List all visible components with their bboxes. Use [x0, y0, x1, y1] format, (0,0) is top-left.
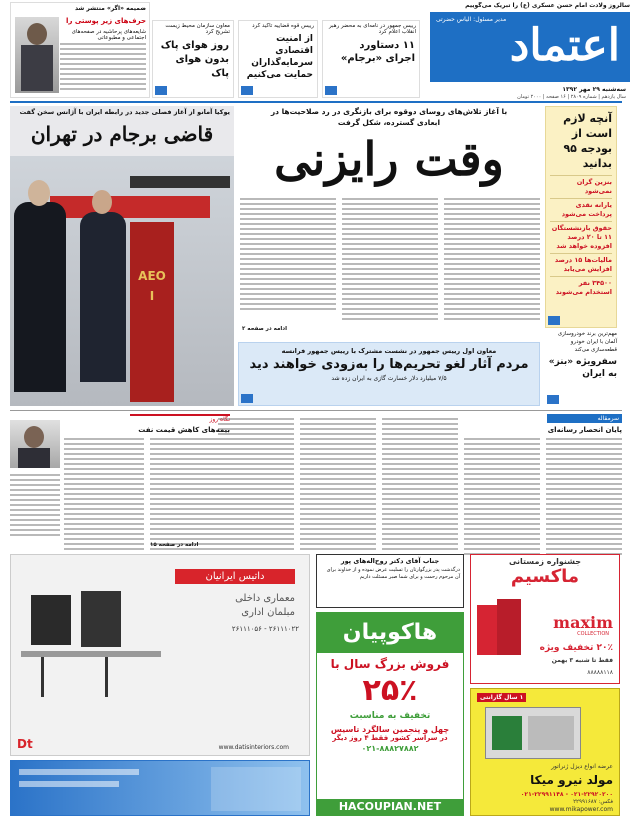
- columnist-box[interactable]: [10, 2, 150, 98]
- datis-line2: مبلمان اداری: [241, 607, 295, 618]
- issue-line: سه‌شنبه ۲۹ مهر ۱۳۹۲: [562, 86, 626, 93]
- mika-fax: فکس: ۲۲۹۹۱۶۸۷: [573, 799, 613, 805]
- budget-item: ۳۴۵۰۰ نفر استخدام می‌شوند: [550, 276, 612, 299]
- ad-maxim[interactable]: [470, 554, 620, 684]
- budget-title: آنچه لازم است از بودجه ۹۵ بدانید: [563, 112, 612, 170]
- budget-items: [546, 175, 616, 299]
- page-badge: [325, 86, 337, 95]
- logo-box: [430, 12, 630, 82]
- masthead: [428, 0, 630, 100]
- mika-badge: ۱ سال گارانتی: [477, 693, 526, 702]
- hacoupian-brand: هاکوپیان: [317, 613, 463, 653]
- hacoupian-line: چهل و پنجمین سالگرد تاسیس: [330, 725, 450, 734]
- page-badge: [241, 86, 253, 95]
- condolence-body: درگذشت پدر بزرگوارتان را تسلیت عرض نموده و از خداوند برای آن مرحوم رحمت و برای شما صبر مسئلت داریم: [326, 567, 460, 580]
- headline-title: ۱۱ دستاورد اجرای «برجام»: [340, 40, 415, 64]
- ad-condolence[interactable]: [316, 554, 464, 608]
- page-badge: [547, 395, 559, 404]
- side-feature[interactable]: [545, 330, 617, 406]
- meta-line: سال یازدهم | شماره ۲۸۰۹ | ۱۶ صفحه | ۲۰۰۰ تومان: [517, 94, 626, 100]
- budget-item: بنزین گران نمی‌شود: [550, 175, 612, 198]
- office-chairs-image: [21, 585, 161, 705]
- headline-box-3[interactable]: [322, 20, 420, 98]
- budget-box[interactable]: [545, 106, 617, 328]
- photo-title: قاضی برجام در تهران: [30, 122, 214, 146]
- masthead-top-line: سالروز ولادت امام حسن عسکری (ع) را تبریک می‌گوییم: [465, 2, 630, 9]
- column-title: پایان انحصار رسانه‌ای: [547, 426, 622, 434]
- datis-brand: داتیس ایرانیان: [175, 569, 295, 584]
- mika-sub: عرضه انواع دیزل ژنراتور: [551, 763, 613, 770]
- datis-phone: ۲۶۱۱۱۰۲۲ - ۲۶۱۱۱۰۵۶: [231, 625, 299, 633]
- top-divider: [10, 101, 622, 103]
- side-feature-title: سفرویژه «بنز» به ایران: [548, 357, 617, 379]
- columnist-text: [60, 43, 146, 93]
- columnist-section: ضمیمه «اگر» منتشر شد: [74, 5, 146, 12]
- photo-kicker: یوکیا آمانو از آغاز فصلی جدید در رابطه ایران با آژانس سخن گفت: [19, 108, 230, 116]
- shopping-bags-image: [477, 595, 521, 665]
- aeoi-sign: AEOI: [138, 269, 166, 303]
- maxim-offer: ۲۰٪ تخفیف ویژه: [539, 643, 613, 653]
- budget-item: مالیات‌ها ۱۵ درصد افزایش می‌یابد: [550, 253, 612, 276]
- budget-item: حقوق بازنشستگان ۱۱ تا ۲۰ درصد افزوده خواهد شد: [550, 221, 612, 253]
- hacoupian-phone: ۰۲۱-۸۸۸۲۷۸۸۲: [361, 744, 419, 753]
- main-title: وقت رایزنی: [274, 132, 504, 186]
- page-badge: [155, 86, 167, 95]
- press-photo: [10, 156, 234, 406]
- columnist-teaser: شایعه‌های پرحاشیه در صفحه‌های اجتماعی و مطبوعاتی: [71, 29, 146, 41]
- datis-line1: معماری داخلی: [235, 593, 295, 604]
- sub-deck: ۷/۵ میلیارد دلار خسارت گازی به ایران زده شد: [331, 375, 447, 382]
- headline-title: از امنیت اقتصادی سرمایه‌گذاران حمایت می‌کنیم: [246, 34, 313, 80]
- mid-divider: [10, 410, 622, 411]
- hacoupian-percent: ۲۵٪: [362, 673, 418, 708]
- maxim-until: فقط تا شنبه ۳ بهمن: [551, 657, 613, 664]
- maxim-brand-en: maxim: [553, 613, 613, 632]
- generator-image: [485, 707, 581, 759]
- photo-story[interactable]: [10, 106, 234, 406]
- ad-datis[interactable]: [10, 554, 310, 756]
- datis-logo-mark: Dt: [17, 737, 33, 751]
- newspaper-logo: اعتماد: [509, 20, 620, 71]
- ad-bottom-strip[interactable]: [10, 760, 310, 816]
- mika-title: مولد نیرو میکا: [530, 773, 613, 787]
- columnist-title: حرف‌های زیر پوستی را: [65, 17, 146, 25]
- main-story[interactable]: [238, 106, 540, 338]
- hacoupian-line2: در سراسر کشور فقط ۴ روز دیگر: [332, 734, 448, 742]
- hacoupian-url[interactable]: HACOUPIAN.NET: [317, 799, 463, 815]
- budget-item: یارانه نقدی پرداخت می‌شود: [550, 198, 612, 221]
- headline-kicker: معاون سازمان محیط زیست تشریح کرد: [165, 23, 230, 35]
- ad-mika[interactable]: [470, 688, 620, 816]
- headline-kicker: رییس قوه قضاییه تاکید کرد: [252, 23, 314, 29]
- hacoupian-sub: تخفیف به مناسبت: [349, 711, 431, 721]
- side-feature-kicker: مهم‌ترین برند خودروسازی آلمان با ایران خودرو قطعه‌سازی می‌کند: [557, 331, 617, 353]
- maxim-festival: جشنواره زمستانی: [508, 557, 582, 566]
- maxim-phone: ۸۸۸۸۸۱۱۸: [587, 669, 613, 676]
- main-continued: ادامه در صفحه ۲: [242, 326, 287, 332]
- sub-kicker: معاون اول رییس جمهور در نشست مشترک با رییس جمهور فرانسه: [281, 347, 497, 355]
- hacoupian-headline: فروش بزرگ سال با: [330, 657, 450, 671]
- sub-story[interactable]: [238, 342, 540, 406]
- mika-url[interactable]: www.mikapower.com: [549, 806, 613, 813]
- author-portrait: [10, 420, 60, 468]
- headline-kicker: رییس جمهور در نامه‌ای به محضر رهبر انقلاب اعلام کرد: [328, 23, 416, 35]
- headline-title: روز هوای پاک بدون هوای پاک: [160, 40, 229, 79]
- mika-phones: ۰۲۱-۲۲۹۲۰۲۰۰ - ۰۲۱-۲۲۹۹۱۱۴۸: [520, 791, 613, 798]
- headline-box-leftmost[interactable]: [152, 20, 234, 98]
- column-label: سرمقاله: [547, 414, 622, 423]
- opinion-label: نگاه روز: [130, 414, 230, 423]
- headline-box-2[interactable]: [238, 20, 318, 98]
- ad-hacoupian[interactable]: [316, 612, 464, 816]
- datis-url[interactable]: www.datisinteriors.com: [218, 744, 289, 751]
- founder-line: مدیر مسئول: الیاس حضرتی: [436, 16, 507, 23]
- columnist-photo: [15, 17, 59, 93]
- condolence-title: جناب آقای دکتر روح‌اله‌های پور: [340, 557, 440, 565]
- lower-band: [10, 414, 622, 550]
- maxim-brand-fa: ماکسیم: [510, 566, 580, 587]
- main-kicker: با آغاز تلاش‌های روسای دوقوه برای بازنگری در رد صلاحیت‌ها در ابعادی گسترده، شکل گرفت: [270, 107, 508, 127]
- page-badge: [241, 394, 253, 403]
- sub-title: مردم آثار لغو تحریم‌ها را به‌زودی خواهند دید: [249, 357, 529, 372]
- opinion-title: بیمه‌های کاهش قیمت نفت: [138, 426, 230, 434]
- page-badge: [548, 316, 560, 325]
- opinion-continued: ادامه در صفحه ۱۵: [150, 542, 199, 548]
- maxim-collection: COLLECTION: [577, 631, 609, 637]
